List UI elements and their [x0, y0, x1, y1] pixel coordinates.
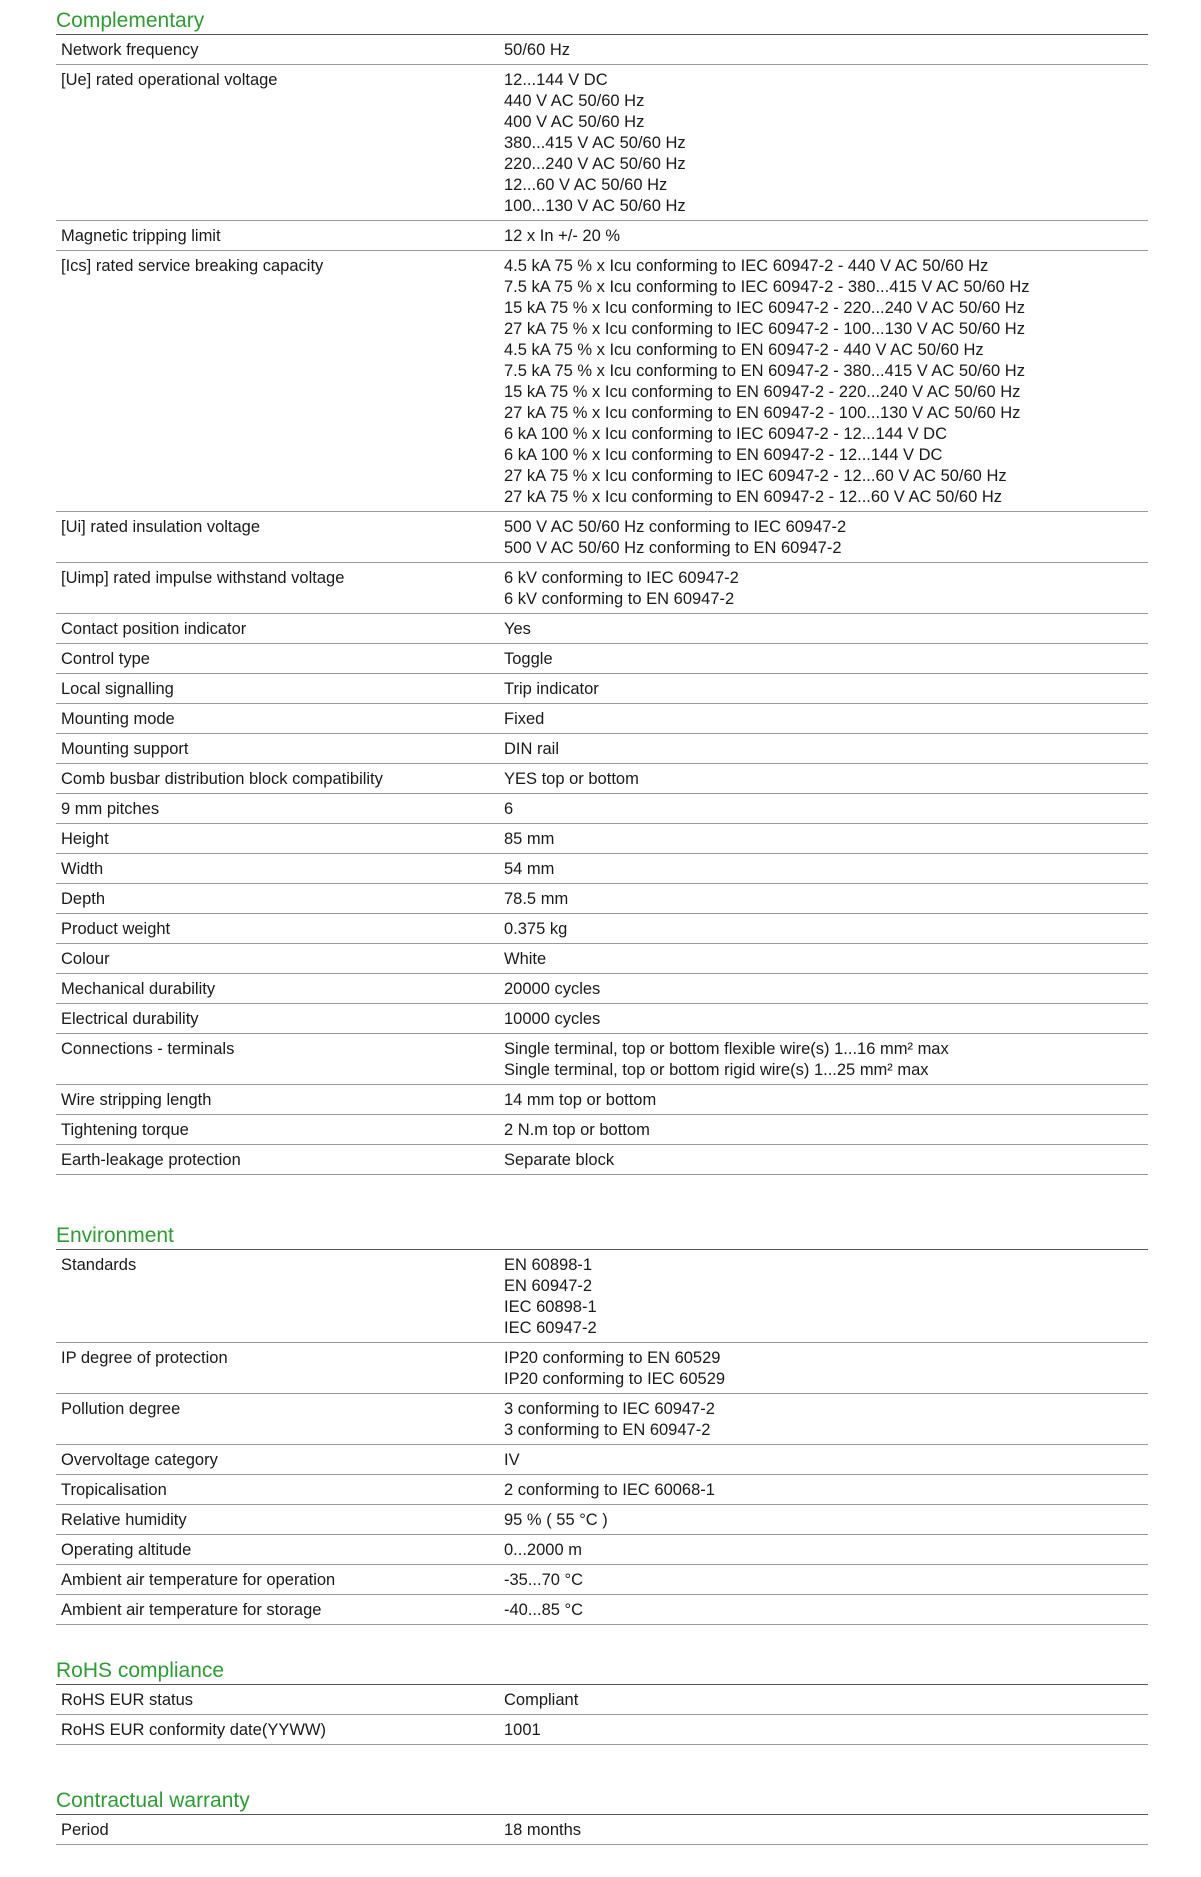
spec-value: 220...240 V AC 50/60 Hz: [504, 155, 686, 173]
spec-label: RoHS EUR conformity date(YYWW): [61, 1721, 326, 1739]
spec-value: 7.5 kA 75 % x Icu conforming to IEC 60947-2 - 380...415 V AC 50/60 Hz: [504, 278, 1030, 296]
spec-row: [56, 1565, 1148, 1595]
spec-value: -35...70 °C: [504, 1571, 584, 1589]
spec-value: 15 kA 75 % x Icu conforming to IEC 60947-2 - 220...240 V AC 50/60 Hz: [504, 299, 1025, 317]
spec-row: [56, 644, 1148, 674]
spec-label: Mounting support: [61, 740, 189, 758]
spec-value: 4.5 kA 75 % x Icu conforming to EN 60947-2 - 440 V AC 50/60 Hz: [504, 341, 984, 359]
spec-label: Relative humidity: [61, 1511, 187, 1529]
spec-value: Single terminal, top or bottom rigid wire(s) 1...25 mm² max: [504, 1061, 929, 1079]
spec-row: [56, 35, 1148, 65]
spec-label: Mounting mode: [61, 710, 175, 728]
spec-row: [56, 794, 1148, 824]
spec-label: Local signalling: [61, 680, 174, 698]
spec-label: Connections - terminals: [61, 1040, 235, 1058]
spec-row: [56, 1475, 1148, 1505]
spec-value: YES top or bottom: [504, 770, 639, 788]
spec-value: 95 % ( 55 °C ): [504, 1511, 608, 1529]
spec-value: 10000 cycles: [504, 1010, 601, 1028]
spec-row: [56, 1250, 1148, 1343]
spec-value: Compliant: [504, 1691, 579, 1709]
spec-row: [56, 512, 1148, 563]
spec-value: 2 N.m top or bottom: [504, 1121, 650, 1139]
spec-label: 9 mm pitches: [61, 800, 160, 818]
section-title: Complementary: [56, 8, 1148, 35]
spec-value: 78.5 mm: [504, 890, 569, 908]
spec-label: [Ue] rated operational voltage: [61, 71, 278, 89]
spec-row: [56, 914, 1148, 944]
spec-value: 6: [504, 800, 514, 818]
spec-value: 20000 cycles: [504, 980, 601, 998]
spec-value: IP20 conforming to IEC 60529: [504, 1370, 726, 1388]
spec-row: [56, 614, 1148, 644]
spec-label: Network frequency: [61, 41, 199, 59]
spec-value: White: [504, 950, 547, 968]
spec-label: Operating altitude: [61, 1541, 192, 1559]
spec-row: [56, 251, 1148, 512]
spec-label: Wire stripping length: [61, 1091, 212, 1109]
spec-row: [56, 1685, 1148, 1715]
spec-row: [56, 704, 1148, 734]
spec-value: 12...144 V DC: [504, 71, 608, 89]
spec-label: Depth: [61, 890, 106, 908]
spec-value: 85 mm: [504, 830, 555, 848]
spec-value: 0.375 kg: [504, 920, 568, 938]
spec-label: IP degree of protection: [61, 1349, 228, 1367]
spec-label: Earth-leakage protection: [61, 1151, 241, 1169]
spec-value: IV: [504, 1451, 520, 1469]
spec-value: Separate block: [504, 1151, 615, 1169]
spec-value: EN 60898-1: [504, 1256, 593, 1274]
spec-label: Colour: [61, 950, 110, 968]
spec-label: Overvoltage category: [61, 1451, 218, 1469]
spec-row: [56, 944, 1148, 974]
section-warranty: [56, 1788, 1148, 1845]
spec-value: Single terminal, top or bottom flexible wire(s) 1...16 mm² max: [504, 1040, 949, 1058]
spec-row: [56, 1085, 1148, 1115]
spec-row: [56, 1394, 1148, 1445]
spec-row: [56, 884, 1148, 914]
spec-value: EN 60947-2: [504, 1277, 593, 1295]
spec-value: 14 mm top or bottom: [504, 1091, 657, 1109]
spec-label: RoHS EUR status: [61, 1691, 194, 1709]
spec-label: Ambient air temperature for operation: [61, 1571, 336, 1589]
spec-row: [56, 1145, 1148, 1175]
spec-label: [Uimp] rated impulse withstand voltage: [61, 569, 345, 587]
spec-value: IEC 60898-1: [504, 1298, 597, 1316]
spec-label: Contact position indicator: [61, 620, 247, 638]
spec-row: [56, 221, 1148, 251]
spec-label: Ambient air temperature for storage: [61, 1601, 322, 1619]
section-title: Contractual warranty: [56, 1788, 1148, 1815]
spec-value: IP20 conforming to EN 60529: [504, 1349, 721, 1367]
spec-value: 27 kA 75 % x Icu conforming to IEC 60947-2 - 12...60 V AC 50/60 Hz: [504, 467, 1007, 485]
section-rohs: [56, 1658, 1148, 1745]
spec-value: 6 kV conforming to EN 60947-2: [504, 590, 735, 608]
spec-label: [Ui] rated insulation voltage: [61, 518, 261, 536]
spec-row: [56, 1815, 1148, 1845]
spec-row: [56, 1505, 1148, 1535]
spec-value: Fixed: [504, 710, 545, 728]
spec-row: [56, 764, 1148, 794]
spec-label: Width: [61, 860, 104, 878]
spec-row: [56, 974, 1148, 1004]
spec-value: 4.5 kA 75 % x Icu conforming to IEC 60947-2 - 440 V AC 50/60 Hz: [504, 257, 989, 275]
spec-value: 440 V AC 50/60 Hz: [504, 92, 645, 110]
spec-value: 7.5 kA 75 % x Icu conforming to EN 60947-2 - 380...415 V AC 50/60 Hz: [504, 362, 1025, 380]
spec-row: [56, 1715, 1148, 1745]
section-title: Environment: [56, 1223, 1148, 1250]
spec-value: 400 V AC 50/60 Hz: [504, 113, 645, 131]
spec-value: 6 kA 100 % x Icu conforming to EN 60947-2 - 12...144 V DC: [504, 446, 943, 464]
spec-label: [Ics] rated service breaking capacity: [61, 257, 324, 275]
spec-label: Comb busbar distribution block compatibility: [61, 770, 383, 788]
section-complementary: [56, 8, 1148, 1175]
spec-value: 3 conforming to IEC 60947-2: [504, 1400, 715, 1418]
spec-value: 18 months: [504, 1821, 582, 1839]
spec-value: 27 kA 75 % x Icu conforming to EN 60947-2 - 12...60 V AC 50/60 Hz: [504, 488, 1003, 506]
spec-row: [56, 824, 1148, 854]
spec-value: 6 kV conforming to IEC 60947-2: [504, 569, 739, 587]
spec-row: [56, 1445, 1148, 1475]
spec-value: 500 V AC 50/60 Hz conforming to EN 60947-2: [504, 539, 842, 557]
spec-row: [56, 1535, 1148, 1565]
spec-label: Control type: [61, 650, 150, 668]
spec-label: Electrical durability: [61, 1010, 199, 1028]
spec-value: 100...130 V AC 50/60 Hz: [504, 197, 686, 215]
spec-row: [56, 854, 1148, 884]
spec-value: 3 conforming to EN 60947-2: [504, 1421, 711, 1439]
spec-label: Tightening torque: [61, 1121, 189, 1139]
spec-value: Toggle: [504, 650, 553, 668]
spec-value: Trip indicator: [504, 680, 599, 698]
spec-label: Height: [61, 830, 109, 848]
spec-value: 27 kA 75 % x Icu conforming to IEC 60947-2 - 100...130 V AC 50/60 Hz: [504, 320, 1025, 338]
spec-row: [56, 1115, 1148, 1145]
spec-value: IEC 60947-2: [504, 1319, 597, 1337]
spec-row: [56, 1595, 1148, 1625]
section-environment: [56, 1223, 1148, 1625]
spec-value: 12...60 V AC 50/60 Hz: [504, 176, 668, 194]
spec-value: 0...2000 m: [504, 1541, 582, 1559]
spec-value: 54 mm: [504, 860, 555, 878]
spec-value: 12 x In +/- 20 %: [504, 227, 621, 245]
spec-value: 27 kA 75 % x Icu conforming to EN 60947-2 - 100...130 V AC 50/60 Hz: [504, 404, 1021, 422]
spec-value: 50/60 Hz: [504, 41, 571, 59]
spec-label: Standards: [61, 1256, 137, 1274]
spec-row: [56, 563, 1148, 614]
spec-label: Pollution degree: [61, 1400, 181, 1418]
spec-value: DIN rail: [504, 740, 560, 758]
spec-value: 500 V AC 50/60 Hz conforming to IEC 60947-2: [504, 518, 847, 536]
section-title: RoHS compliance: [56, 1658, 1148, 1685]
spec-label: Magnetic tripping limit: [61, 227, 221, 245]
spec-row: [56, 1034, 1148, 1085]
spec-row: [56, 1343, 1148, 1394]
spec-label: Period: [61, 1821, 109, 1839]
spec-value: -40...85 °C: [504, 1601, 584, 1619]
spec-row: [56, 1004, 1148, 1034]
spec-label: Product weight: [61, 920, 171, 938]
spec-row: [56, 734, 1148, 764]
spec-value: 1001: [504, 1721, 541, 1739]
spec-row: [56, 65, 1148, 221]
spec-value: 2 conforming to IEC 60068-1: [504, 1481, 715, 1499]
spec-label: Tropicalisation: [61, 1481, 167, 1499]
spec-label: Mechanical durability: [61, 980, 216, 998]
spec-value: 380...415 V AC 50/60 Hz: [504, 134, 686, 152]
spec-row: [56, 674, 1148, 704]
spec-value: 6 kA 100 % x Icu conforming to IEC 60947-2 - 12...144 V DC: [504, 425, 947, 443]
spec-value: Yes: [504, 620, 531, 638]
spec-value: 15 kA 75 % x Icu conforming to EN 60947-2 - 220...240 V AC 50/60 Hz: [504, 383, 1021, 401]
